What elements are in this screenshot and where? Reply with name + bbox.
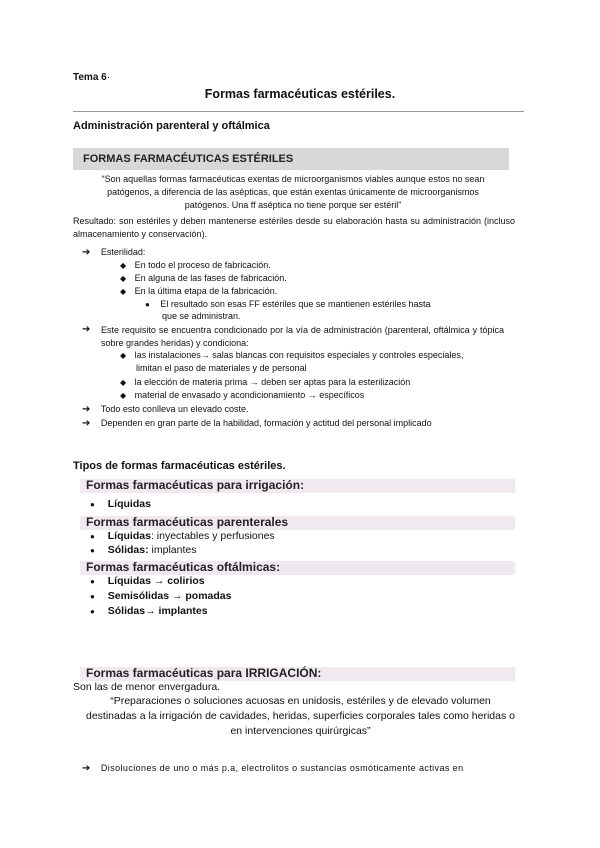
list-item-text: Sólidas→ implantes xyxy=(107,605,208,617)
list-item xyxy=(120,390,364,400)
arrow-bullet-icon: ➔ xyxy=(82,763,91,774)
dot-bullet-icon: ● xyxy=(90,532,95,541)
list-item-text: implantes xyxy=(148,544,197,556)
list-item-text: Líquidas xyxy=(107,498,151,510)
list-item xyxy=(90,575,205,587)
diamond-bullet-icon: ◆ xyxy=(120,391,127,400)
diamond-bullet-icon: ◆ xyxy=(120,378,127,387)
sterile-forms-heading-bar xyxy=(73,148,509,170)
list-item-text: material de envasado y acondicionamiento → específicos xyxy=(134,390,365,400)
dot-bullet-icon: ● xyxy=(90,607,95,616)
list-item-text: la elección de materia prima → deben ser aptas para la esterilización xyxy=(134,377,411,387)
dot-bullet-icon: ● xyxy=(90,546,95,555)
types-heading: Tipos de formas farmacéuticas estériles. xyxy=(73,460,286,472)
parenteral-bar-label: Formas farmacéuticas parenterales xyxy=(86,515,289,529)
diamond-bullet-icon: ◆ xyxy=(120,261,127,270)
list-item xyxy=(120,350,463,360)
sterile-forms-heading: FORMAS FARMACÉUTICAS ESTÉRILES xyxy=(83,153,294,165)
list-item-text: En todo el proceso de fabricación. xyxy=(134,260,271,270)
title-divider xyxy=(73,111,524,112)
list-item xyxy=(145,299,431,309)
list-item-bold: Líquidas xyxy=(107,530,151,542)
list-item xyxy=(90,605,208,617)
list-item xyxy=(90,590,231,602)
parenteral-bar xyxy=(80,516,515,530)
list-item-text: Esterilidad: xyxy=(100,247,146,257)
list-item xyxy=(82,324,90,335)
list-item xyxy=(120,286,277,296)
irrigation-bar-label: Formas farmacéuticas para irrigación: xyxy=(86,478,305,492)
ophthalmic-bar xyxy=(80,561,515,575)
irrigation-section-bar xyxy=(80,667,515,681)
ophthalmic-bar-label: Formas farmacéuticas oftálmicas: xyxy=(86,560,281,574)
irrigation-intro: Son las de menor envergadura. xyxy=(73,681,221,693)
diamond-bullet-icon: ◆ xyxy=(120,274,127,283)
list-item xyxy=(82,247,145,258)
list-item xyxy=(82,418,432,429)
list-item xyxy=(82,404,249,415)
diamond-bullet-icon: ◆ xyxy=(120,351,127,360)
quote-line: “Preparaciones o soluciones acuosas en unidosis, estériles y de elevado volumen xyxy=(110,695,491,707)
dot-bullet-icon: ● xyxy=(145,300,150,309)
arrow-bullet-icon: ➔ xyxy=(82,418,91,429)
irrigation-bar xyxy=(80,479,515,493)
list-item-continuation: limitan el paso de materiales y de personal xyxy=(136,363,307,373)
list-item xyxy=(120,260,271,270)
quote-line: “Son aquellas formas farmacéuticas exentas de microorganismos viables aunque estos no sean xyxy=(101,174,485,184)
list-item xyxy=(90,498,151,510)
list-item-text: : inyectables y perfusiones xyxy=(150,530,275,542)
definition-quote xyxy=(75,173,511,212)
irrigation-definition-quote xyxy=(73,694,528,739)
list-item-bold: Sólidas: xyxy=(107,544,149,556)
list-item-text: En la última etapa de la fabricación. xyxy=(134,286,278,296)
list-item-text: Disoluciones de uno o más p.a, electrolitos o sustancias osmóticamente activas en xyxy=(100,763,464,773)
arrow-bullet-icon: ➔ xyxy=(82,324,91,335)
page-title: Formas farmacéuticas estériles. xyxy=(204,87,396,101)
list-item-text: Líquidas → colirios xyxy=(107,575,205,587)
section-heading: Administración parenteral y oftálmica xyxy=(73,120,270,132)
arrow-bullet-icon: ➔ xyxy=(82,404,91,415)
list-item xyxy=(120,377,410,387)
list-item-text: En alguna de las fases de fabricación. xyxy=(134,273,287,283)
list-item xyxy=(82,763,463,774)
quote-line: destinadas a la irrigación de cavidades, heridas, superficies corporales tales como heridas o xyxy=(86,710,515,722)
irrigation-section-label: Formas farmacéuticas para IRRIGACIÓN: xyxy=(86,666,322,680)
quote-line: en intervenciones quirúrgicas” xyxy=(230,725,371,737)
quote-line: patógenos, a diferencia de las asépticas, que están exentas únicamente de microorganismos xyxy=(107,187,479,197)
list-item-text: Semisólidas → pomadas xyxy=(107,590,232,602)
list-item-continuation: que se administran. xyxy=(162,311,241,321)
quote-line: patógenos. Una ff aséptica no tiene porque ser estéril” xyxy=(184,200,402,210)
diamond-bullet-icon: ◆ xyxy=(120,287,127,296)
resultado-paragraph: Resultado: son estériles y deben mantenerse estériles desde su elaboración hasta su administración (incluso almacenamiento y conservación). xyxy=(73,216,515,239)
dot-bullet-icon: ● xyxy=(90,500,95,509)
list-item-text: Todo esto conlleva un elevado coste. xyxy=(100,404,249,414)
list-item-text: Dependen en gran parte de la habilidad, formación y actitud del personal implicado xyxy=(100,418,432,428)
requisito-text: Este requisito se encuentra condicionado por la vía de administración (parenteral, oftálmica y tópica sobre grandes heridas) y condiciona: xyxy=(101,325,504,348)
list-item xyxy=(120,273,287,283)
dot-bullet-icon: ● xyxy=(90,592,95,601)
list-item-text: las instalaciones→ salas blancas con requisitos especiales y controles especiales, xyxy=(134,350,464,360)
topic-label: Tema 6· xyxy=(73,72,111,83)
dot-bullet-icon: ● xyxy=(90,577,95,586)
list-item xyxy=(90,530,275,542)
list-item-text: El resultado son esas FF estériles que se mantienen estériles hasta xyxy=(160,299,431,309)
list-item xyxy=(90,544,196,556)
arrow-bullet-icon: ➔ xyxy=(82,247,91,258)
